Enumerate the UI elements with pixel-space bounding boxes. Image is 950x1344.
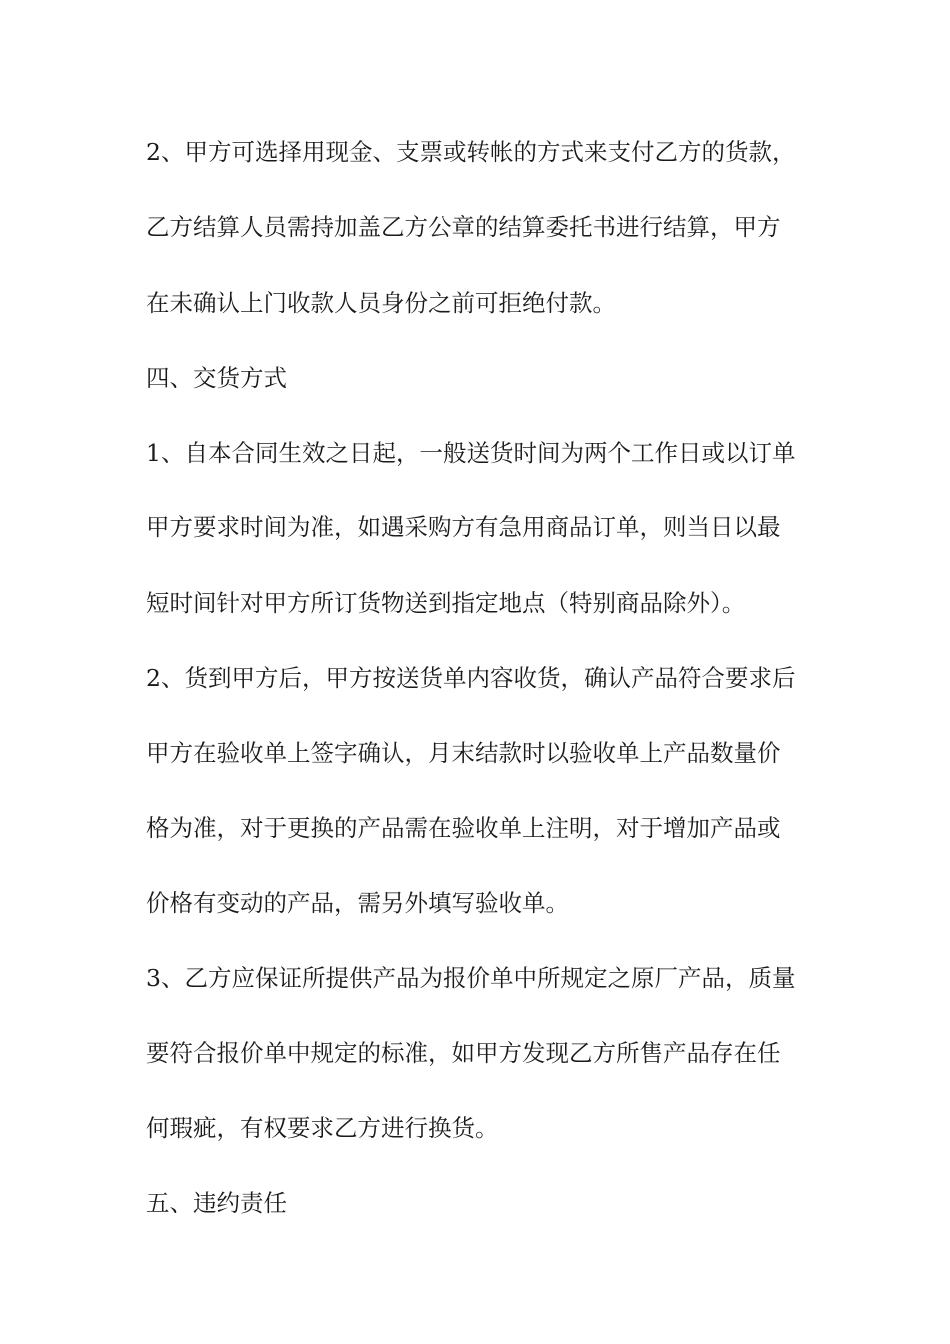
paragraph-line: 短时间针对甲方所订货物送到指定地点（特别商品除外）。: [146, 589, 746, 617]
paragraph-line: 价格有变动的产品，需另外填写验收单。: [146, 889, 569, 917]
paragraph-line: 在未确认上门收款人员身份之前可拒绝付款。: [146, 289, 616, 317]
paragraph-line: 格为准，对于更换的产品需在验收单上注明，对于增加产品或: [146, 814, 781, 842]
paragraph-line: 甲方在验收单上签字确认，月末结款时以验收单上产品数量价: [146, 739, 781, 767]
paragraph-line: 2、甲方可选择用现金、支票或转帐的方式来支付乙方的货款，: [146, 138, 796, 166]
paragraph-line: 何瑕疵，有权要求乙方进行换货。: [146, 1114, 499, 1142]
paragraph-line: 要符合报价单中规定的标准，如甲方发现乙方所售产品存在任: [146, 1039, 781, 1067]
paragraph-line: 甲方要求时间为准，如遇采购方有急用商品订单，则当日以最: [146, 513, 781, 541]
paragraph-line: 1、自本合同生效之日起，一般送货时间为两个工作日或以订单: [146, 439, 796, 467]
section-heading-liability: 五、违约责任: [146, 1189, 287, 1217]
paragraph-line: 2、货到甲方后，甲方按送货单内容收货，确认产品符合要求后: [146, 664, 796, 692]
section-heading-delivery: 四、交货方式: [146, 364, 287, 392]
paragraph-line: 乙方结算人员需持加盖乙方公章的结算委托书进行结算，甲方: [146, 213, 781, 241]
paragraph-line: 3、乙方应保证所提供产品为报价单中所规定之原厂产品，质量: [146, 964, 796, 992]
